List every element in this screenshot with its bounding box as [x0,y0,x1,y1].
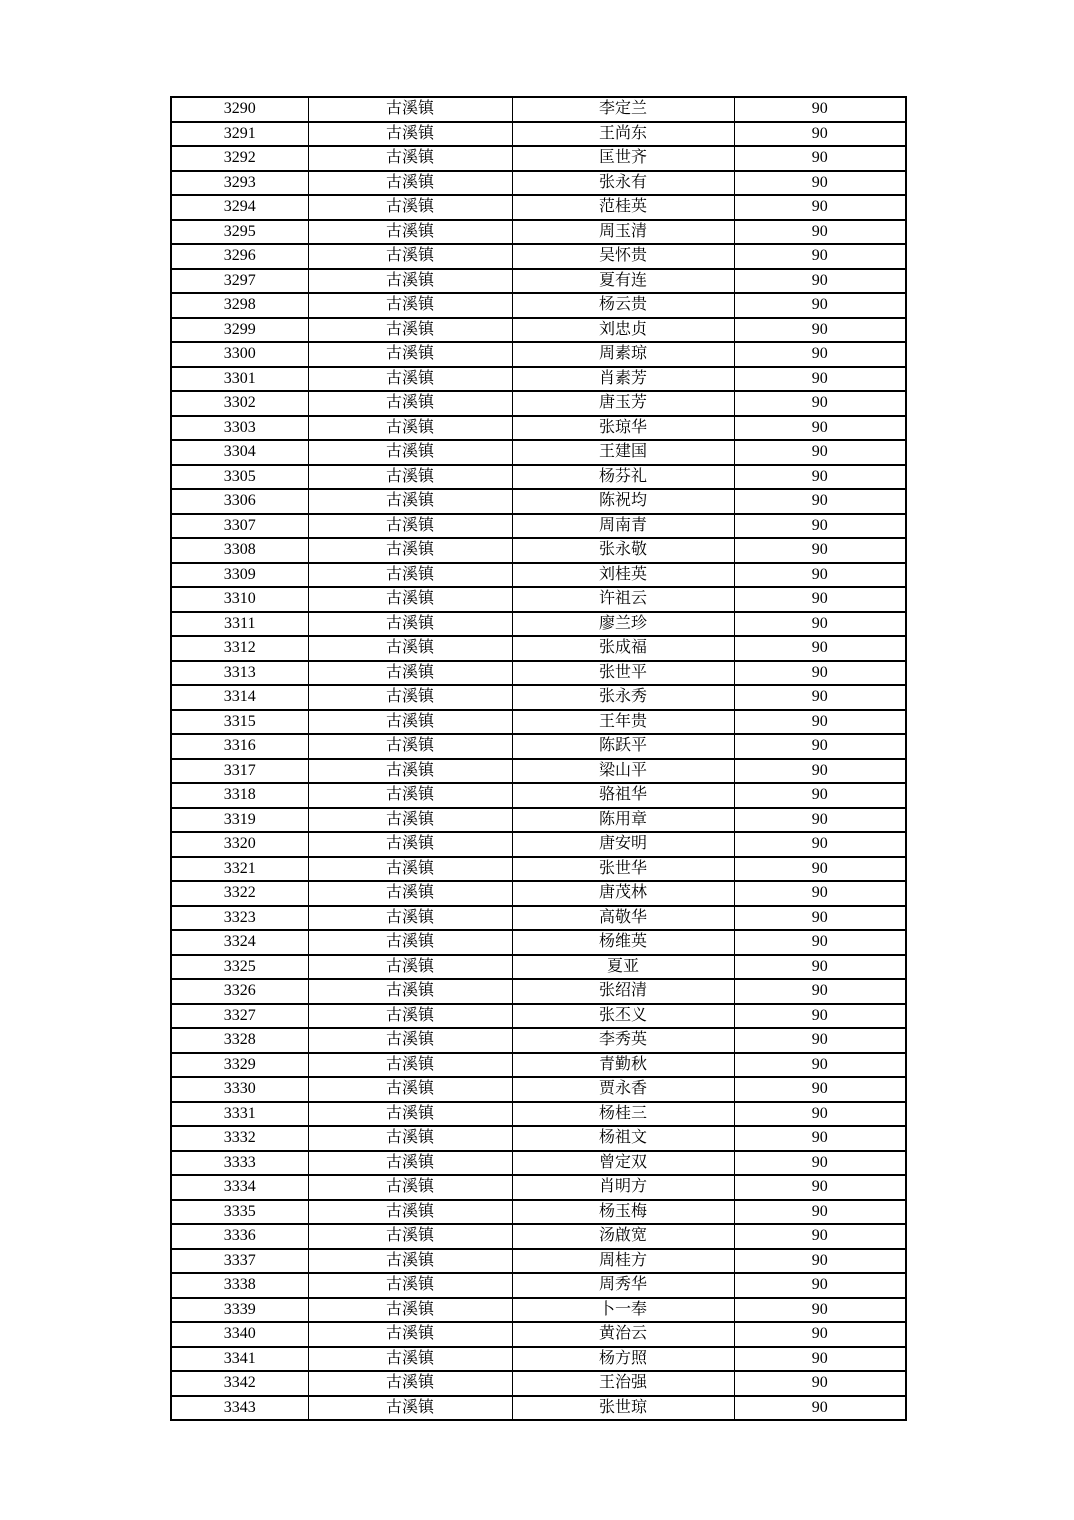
cell-town: 古溪镇 [308,1298,512,1323]
cell-score: 90 [734,1396,906,1421]
table-row [171,220,906,245]
table-row [171,1224,906,1249]
table-row [171,1249,906,1274]
table-row [171,930,906,955]
cell-town: 古溪镇 [308,220,512,245]
cell-town: 古溪镇 [308,1053,512,1078]
cell-name: 杨方照 [512,1347,734,1372]
cell-id: 3310 [171,587,308,612]
cell-score: 90 [734,710,906,735]
table-row [171,636,906,661]
cell-name: 青勤秋 [512,1053,734,1078]
cell-score: 90 [734,1322,906,1347]
cell-id: 3304 [171,440,308,465]
table-row [171,1028,906,1053]
cell-score: 90 [734,1175,906,1200]
cell-name: 杨维英 [512,930,734,955]
cell-score: 90 [734,1102,906,1127]
table-row [171,122,906,147]
table-row [171,244,906,269]
cell-name: 周玉清 [512,220,734,245]
cell-town: 古溪镇 [308,391,512,416]
cell-id: 3322 [171,881,308,906]
cell-town: 古溪镇 [308,1371,512,1396]
cell-id: 3293 [171,171,308,196]
table-row [171,146,906,171]
cell-score: 90 [734,1151,906,1176]
table-row [171,1371,906,1396]
cell-id: 3302 [171,391,308,416]
cell-town: 古溪镇 [308,857,512,882]
table-row [171,1322,906,1347]
table-row [171,1200,906,1225]
cell-score: 90 [734,269,906,294]
cell-town: 古溪镇 [308,293,512,318]
cell-town: 古溪镇 [308,1077,512,1102]
cell-id: 3336 [171,1224,308,1249]
cell-id: 3305 [171,465,308,490]
table-row [171,97,906,122]
cell-score: 90 [734,1028,906,1053]
table-row [171,1273,906,1298]
cell-id: 3339 [171,1298,308,1323]
cell-town: 古溪镇 [308,1028,512,1053]
cell-id: 3308 [171,538,308,563]
cell-town: 古溪镇 [308,171,512,196]
table-row [171,1126,906,1151]
cell-town: 古溪镇 [308,195,512,220]
cell-town: 古溪镇 [308,1102,512,1127]
table-row [171,1347,906,1372]
cell-town: 古溪镇 [308,489,512,514]
cell-score: 90 [734,489,906,514]
cell-score: 90 [734,514,906,539]
table-row [171,832,906,857]
cell-id: 3291 [171,122,308,147]
cell-id: 3301 [171,367,308,392]
cell-name: 张绍清 [512,979,734,1004]
cell-id: 3338 [171,1273,308,1298]
cell-name: 陈祝均 [512,489,734,514]
cell-name: 贾永香 [512,1077,734,1102]
cell-score: 90 [734,906,906,931]
cell-town: 古溪镇 [308,465,512,490]
cell-score: 90 [734,416,906,441]
table-row [171,955,906,980]
cell-score: 90 [734,808,906,833]
table-row [171,661,906,686]
cell-score: 90 [734,97,906,122]
cell-id: 3311 [171,612,308,637]
cell-name: 张世平 [512,661,734,686]
cell-town: 古溪镇 [308,342,512,367]
cell-score: 90 [734,685,906,710]
cell-name: 卜一奉 [512,1298,734,1323]
cell-id: 3330 [171,1077,308,1102]
cell-id: 3316 [171,734,308,759]
cell-score: 90 [734,612,906,637]
table-row [171,759,906,784]
cell-id: 3327 [171,1004,308,1029]
table-row [171,685,906,710]
cell-id: 3303 [171,416,308,441]
cell-score: 90 [734,881,906,906]
cell-score: 90 [734,636,906,661]
table-row [171,391,906,416]
cell-score: 90 [734,391,906,416]
table-row [171,465,906,490]
cell-id: 3331 [171,1102,308,1127]
cell-name: 王治强 [512,1371,734,1396]
cell-score: 90 [734,1347,906,1372]
cell-town: 古溪镇 [308,1175,512,1200]
cell-town: 古溪镇 [308,1004,512,1029]
table-row [171,1053,906,1078]
cell-score: 90 [734,1126,906,1151]
cell-town: 古溪镇 [308,1396,512,1421]
cell-town: 古溪镇 [308,1200,512,1225]
cell-id: 3321 [171,857,308,882]
cell-id: 3317 [171,759,308,784]
cell-id: 3334 [171,1175,308,1200]
cell-id: 3306 [171,489,308,514]
cell-score: 90 [734,318,906,343]
cell-id: 3297 [171,269,308,294]
cell-id: 3337 [171,1249,308,1274]
cell-name: 周秀华 [512,1273,734,1298]
cell-id: 3325 [171,955,308,980]
table-row [171,857,906,882]
cell-id: 3342 [171,1371,308,1396]
table-row [171,783,906,808]
table-row [171,1298,906,1323]
cell-name: 肖明方 [512,1175,734,1200]
cell-town: 古溪镇 [308,1322,512,1347]
cell-id: 3320 [171,832,308,857]
table-row [171,612,906,637]
cell-score: 90 [734,195,906,220]
cell-town: 古溪镇 [308,1249,512,1274]
cell-name: 张永秀 [512,685,734,710]
cell-name: 李定兰 [512,97,734,122]
table-row [171,1151,906,1176]
cell-town: 古溪镇 [308,832,512,857]
cell-town: 古溪镇 [308,1347,512,1372]
table-row [171,489,906,514]
cell-id: 3290 [171,97,308,122]
cell-town: 古溪镇 [308,440,512,465]
cell-name: 许祖云 [512,587,734,612]
cell-town: 古溪镇 [308,514,512,539]
cell-score: 90 [734,832,906,857]
cell-town: 古溪镇 [308,1224,512,1249]
cell-id: 3341 [171,1347,308,1372]
cell-score: 90 [734,661,906,686]
table-row [171,538,906,563]
cell-town: 古溪镇 [308,97,512,122]
cell-id: 3292 [171,146,308,171]
cell-name: 刘忠贞 [512,318,734,343]
cell-town: 古溪镇 [308,367,512,392]
cell-name: 张永敬 [512,538,734,563]
cell-id: 3335 [171,1200,308,1225]
cell-score: 90 [734,1077,906,1102]
cell-id: 3314 [171,685,308,710]
cell-score: 90 [734,1249,906,1274]
table-row [171,979,906,1004]
table-row [171,195,906,220]
table-row [171,416,906,441]
cell-id: 3318 [171,783,308,808]
table-row [171,318,906,343]
cell-score: 90 [734,171,906,196]
cell-name: 廖兰珍 [512,612,734,637]
cell-score: 90 [734,1371,906,1396]
cell-name: 范桂英 [512,195,734,220]
table-row [171,1004,906,1029]
cell-town: 古溪镇 [308,1126,512,1151]
cell-town: 古溪镇 [308,881,512,906]
cell-town: 古溪镇 [308,563,512,588]
cell-id: 3313 [171,661,308,686]
score-table [170,96,907,1421]
cell-id: 3329 [171,1053,308,1078]
cell-town: 古溪镇 [308,906,512,931]
cell-score: 90 [734,220,906,245]
cell-name: 李秀英 [512,1028,734,1053]
cell-score: 90 [734,440,906,465]
cell-name: 张永有 [512,171,734,196]
cell-score: 90 [734,734,906,759]
table-row [171,1175,906,1200]
cell-id: 3298 [171,293,308,318]
cell-name: 杨芬礼 [512,465,734,490]
cell-score: 90 [734,146,906,171]
cell-town: 古溪镇 [308,244,512,269]
cell-town: 古溪镇 [308,612,512,637]
table-row [171,367,906,392]
cell-name: 王年贵 [512,710,734,735]
table-row [171,734,906,759]
cell-name: 唐茂林 [512,881,734,906]
table-row [171,808,906,833]
table-row [171,587,906,612]
cell-town: 古溪镇 [308,783,512,808]
table-row [171,1077,906,1102]
cell-score: 90 [734,563,906,588]
table-row [171,1102,906,1127]
cell-score: 90 [734,465,906,490]
cell-name: 杨祖文 [512,1126,734,1151]
table-row [171,563,906,588]
cell-id: 3340 [171,1322,308,1347]
cell-name: 杨云贵 [512,293,734,318]
table-row [171,881,906,906]
cell-score: 90 [734,1004,906,1029]
cell-id: 3299 [171,318,308,343]
cell-score: 90 [734,538,906,563]
cell-town: 古溪镇 [308,661,512,686]
cell-town: 古溪镇 [308,759,512,784]
cell-town: 古溪镇 [308,808,512,833]
cell-town: 古溪镇 [308,587,512,612]
table-row [171,269,906,294]
cell-town: 古溪镇 [308,979,512,1004]
cell-id: 3309 [171,563,308,588]
table-row [171,1396,906,1421]
cell-id: 3326 [171,979,308,1004]
cell-town: 古溪镇 [308,636,512,661]
cell-town: 古溪镇 [308,416,512,441]
cell-id: 3312 [171,636,308,661]
cell-name: 杨玉梅 [512,1200,734,1225]
table-row [171,440,906,465]
cell-score: 90 [734,1200,906,1225]
cell-name: 王尚东 [512,122,734,147]
table-row [171,293,906,318]
cell-town: 古溪镇 [308,318,512,343]
cell-id: 3307 [171,514,308,539]
table-row [171,342,906,367]
score-table-body [171,97,906,1420]
cell-score: 90 [734,1298,906,1323]
cell-id: 3328 [171,1028,308,1053]
cell-id: 3319 [171,808,308,833]
cell-name: 张世华 [512,857,734,882]
cell-id: 3343 [171,1396,308,1421]
cell-id: 3323 [171,906,308,931]
cell-id: 3294 [171,195,308,220]
cell-name: 高敬华 [512,906,734,931]
cell-score: 90 [734,857,906,882]
cell-name: 杨桂三 [512,1102,734,1127]
table-row [171,710,906,735]
cell-name: 张丕义 [512,1004,734,1029]
cell-name: 周素琼 [512,342,734,367]
table-row [171,906,906,931]
cell-score: 90 [734,1224,906,1249]
cell-town: 古溪镇 [308,955,512,980]
cell-id: 3300 [171,342,308,367]
cell-score: 90 [734,122,906,147]
cell-name: 梁山平 [512,759,734,784]
cell-score: 90 [734,955,906,980]
cell-name: 黄治云 [512,1322,734,1347]
table-row [171,171,906,196]
cell-score: 90 [734,759,906,784]
cell-score: 90 [734,1053,906,1078]
cell-id: 3296 [171,244,308,269]
cell-name: 周桂方 [512,1249,734,1274]
cell-name: 夏亚 [512,955,734,980]
cell-name: 王建国 [512,440,734,465]
cell-name: 唐玉芳 [512,391,734,416]
cell-name: 陈用章 [512,808,734,833]
cell-score: 90 [734,293,906,318]
cell-town: 古溪镇 [308,734,512,759]
cell-town: 古溪镇 [308,710,512,735]
cell-name: 肖素芳 [512,367,734,392]
cell-name: 汤啟宽 [512,1224,734,1249]
cell-id: 3324 [171,930,308,955]
cell-score: 90 [734,367,906,392]
cell-name: 张琼华 [512,416,734,441]
cell-town: 古溪镇 [308,538,512,563]
cell-score: 90 [734,244,906,269]
cell-score: 90 [734,342,906,367]
cell-town: 古溪镇 [308,269,512,294]
cell-id: 3295 [171,220,308,245]
cell-score: 90 [734,783,906,808]
table-row [171,514,906,539]
cell-town: 古溪镇 [308,930,512,955]
cell-town: 古溪镇 [308,122,512,147]
cell-name: 周南青 [512,514,734,539]
cell-name: 骆祖华 [512,783,734,808]
cell-name: 张成福 [512,636,734,661]
cell-id: 3315 [171,710,308,735]
cell-town: 古溪镇 [308,685,512,710]
cell-score: 90 [734,930,906,955]
cell-score: 90 [734,1273,906,1298]
cell-name: 曾定双 [512,1151,734,1176]
cell-name: 刘桂英 [512,563,734,588]
cell-id: 3332 [171,1126,308,1151]
cell-town: 古溪镇 [308,146,512,171]
cell-id: 3333 [171,1151,308,1176]
cell-name: 陈跃平 [512,734,734,759]
cell-score: 90 [734,979,906,1004]
cell-name: 唐安明 [512,832,734,857]
cell-town: 古溪镇 [308,1273,512,1298]
cell-town: 古溪镇 [308,1151,512,1176]
cell-name: 匡世齐 [512,146,734,171]
cell-name: 吴怀贵 [512,244,734,269]
cell-name: 张世琼 [512,1396,734,1421]
cell-score: 90 [734,587,906,612]
cell-name: 夏有连 [512,269,734,294]
